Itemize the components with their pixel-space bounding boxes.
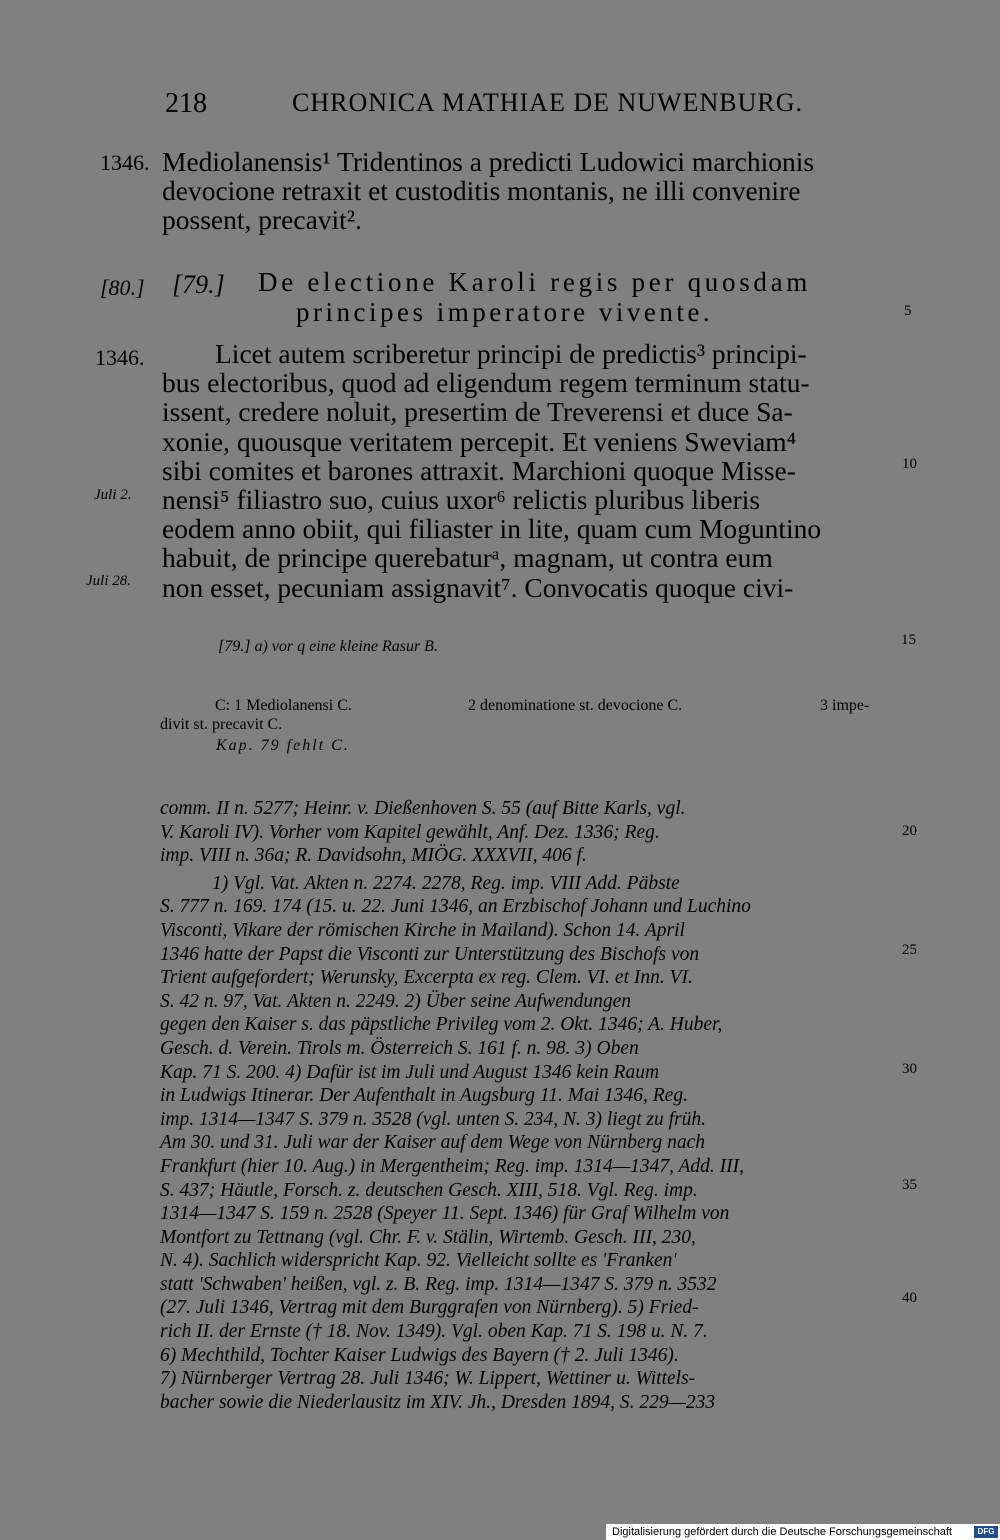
year-marker: 1346. [100, 150, 150, 175]
commentary-line: comm. II n. 5277; Heinr. v. Dießenhoven S. 55 (auf Bitte Karls, vgl. [160, 798, 686, 819]
line-number: 5 [904, 303, 912, 319]
text-line: Mediolanensis¹ Tridentinos a predicti Ludowici marchionis [162, 146, 815, 177]
text-line: nensi⁵ filiastro suo, cuius uxor⁶ relictis pluribus liberis [162, 484, 761, 516]
chapter-body [162, 339, 821, 602]
text-line: issent, credere noluit, presertim de Treverensi et duce Sa- [162, 396, 793, 428]
commentary-line: S. 437; Häutle, Forsch. z. deutschen Gesch. XIII, 518. Vgl. Reg. imp. [160, 1179, 698, 1201]
year-marker: 1346. [95, 345, 145, 370]
commentary-line: 7) Nürnberger Vertrag 28. Juli 1346; W. Lippert, Wettiner u. Wittels- [160, 1368, 696, 1390]
margin-date: Juli 2. [94, 487, 132, 503]
variant-entry: 2 denominatione st. devocione C. [468, 697, 683, 714]
text-line: xonie, quousque veritatem percepit. Et veniens Sweviam⁴ [162, 425, 797, 457]
dfg-logo-icon: DFG [974, 1526, 998, 1538]
commentary-line: 1346 hatte der Papst die Visconti zur Unterstützung des Bischofs von [160, 943, 700, 965]
variants-line: divit st. precavit C. [160, 716, 283, 733]
commentary-line: rich II. der Ernste († 18. Nov. 1349). Vgl. oben Kap. 71 S. 198 u. N. 7. [160, 1321, 708, 1343]
line-number: 15 [901, 632, 916, 648]
margin-date: Juli 28. [86, 573, 131, 589]
commentary-line: Visconti, Vikare der römischen Kirche in Mailand). Schon 14. April [160, 919, 685, 941]
commentary-line: V. Karoli IV). Vorher vom Kapitel gewählt, Anf. Dez. 1336; Reg. [160, 821, 660, 843]
line-number: 20 [902, 823, 917, 839]
text-line: non esset, pecuniam assignavit⁷. Convocatis quoque civi- [162, 571, 794, 603]
paragraph-first [162, 147, 814, 235]
line-number: 10 [902, 456, 917, 472]
text-line: possent, precavit². [162, 204, 362, 236]
commentary-line: imp. 1314—1347 S. 379 n. 3528 (vgl. unten S. 234, N. 3) liegt zu früh. [160, 1108, 706, 1130]
variant-entry: C: 1 Mediolanensi C. [215, 697, 352, 714]
commentary-line: bacher sowie die Niederlausitz im XIV. Jh., Dresden 1894, S. 229—233 [160, 1391, 716, 1413]
chapter-title-line1: De electione Karoli regis per quosdam [258, 267, 812, 297]
footer-text: Digitalisierung gefördert durch die Deutsche Forschungsgemeinschaft [612, 1526, 952, 1538]
commentary-line: (27. Juli 1346, Vertrag mit dem Burggrafen von Nürnberg). 5) Fried- [160, 1297, 699, 1319]
commentary-line: 6) Mechthild, Tochter Kaiser Ludwigs des Bayern († 2. Juli 1346). [160, 1344, 679, 1366]
text-line: devocione retraxit et custoditis montanis, ne illi convenire [162, 175, 801, 207]
commentary-line: statt 'Schwaben' heißen, vgl. z. B. Reg. imp. 1314—1347 S. 379 n. 3532 [160, 1273, 717, 1295]
apparatus-note: [79.] a) vor q eine kleine Rasur B. [218, 638, 438, 655]
line-number: 35 [902, 1177, 917, 1193]
chapter-title-line2: principes imperatore vivente. [296, 297, 714, 327]
commentary-line: Gesch. d. Verein. Tirols m. Österreich S. 161 f. n. 98. 3) Oben [160, 1037, 639, 1059]
commentary-line: S. 777 n. 169. 174 (15. u. 22. Juni 1346, an Erzbischof Johann und Luchino [160, 896, 751, 918]
commentary-line: Trient aufgefordert; Werunsky, Excerpta ex reg. Clem. VI. et Inn. VI. [160, 967, 693, 989]
commentary-line: 1) Vgl. Vat. Akten n. 2274. 2278, Reg. imp. VIII Add. Päbste [212, 872, 680, 894]
commentary-line: Kap. 71 S. 200. 4) Dafür ist im Juli und August 1346 kein Raum [160, 1061, 660, 1083]
commentary-line: imp. VIII n. 36a; R. Davidsohn, MIÖG. XXXVII, 406 f. [160, 845, 587, 867]
line-number: 25 [902, 942, 917, 958]
commentary-line: Am 30. und 31. Juli war der Kaiser auf dem Wege von Nürnberg nach [160, 1132, 706, 1154]
running-title: CHRONICA MATHIAE DE NUWENBURG. [292, 88, 803, 117]
running-header [165, 88, 925, 128]
commentary-line: 1314—1347 S. 159 n. 2528 (Speyer 11. Sept. 1346) für Graf Wilhelm von [160, 1203, 730, 1225]
text-line: habuit, de principe querebaturᵃ, magnam, ut contra eum [162, 542, 773, 574]
commentary-line: Montfort zu Tettnang (vgl. Chr. F. v. Stälin, Wirtemb. Gesch. III, 230, [160, 1226, 696, 1248]
variants-line [215, 697, 352, 715]
page-number: 218 [165, 88, 207, 119]
text-line: Licet autem scriberetur principi de predictis³ principi- [215, 338, 807, 369]
variants-line: Kap. 79 fehlt C. [216, 737, 350, 754]
chapter-ref-a: [80.] [100, 275, 145, 300]
commentary-line: Frankfurt (hier 10. Aug.) in Mergentheim; Reg. imp. 1314—1347, Add. III, [160, 1155, 745, 1177]
commentary-line: in Ludwigs Itinerar. Der Aufenthalt in Augsburg 11. Mai 1346, Reg. [160, 1085, 688, 1107]
line-number: 40 [902, 1290, 917, 1306]
commentary-block [160, 797, 751, 1414]
line-number: 30 [902, 1061, 917, 1077]
text-line: eodem anno obiit, qui filiaster in lite, quam cum Moguntino [162, 513, 822, 545]
commentary-line: N. 4). Sachlich widerspricht Kap. 92. Vielleicht sollte es 'Franken' [160, 1250, 677, 1272]
digitization-footer [606, 1524, 1000, 1540]
variant-entry: 3 impe- [820, 697, 870, 714]
commentary-line: gegen den Kaiser s. das päpstliche Privileg vom 2. Okt. 1346; A. Huber, [160, 1014, 723, 1036]
commentary-line: S. 42 n. 97, Vat. Akten n. 2249. 2) Über seine Aufwendungen [160, 990, 632, 1012]
text-line: bus electoribus, quod ad eligendum regem terminum statu- [162, 367, 810, 399]
chapter-ref-b: [79.] [172, 270, 225, 299]
text-line: sibi comites et barones attraxit. Marchioni quoque Misse- [162, 454, 796, 486]
